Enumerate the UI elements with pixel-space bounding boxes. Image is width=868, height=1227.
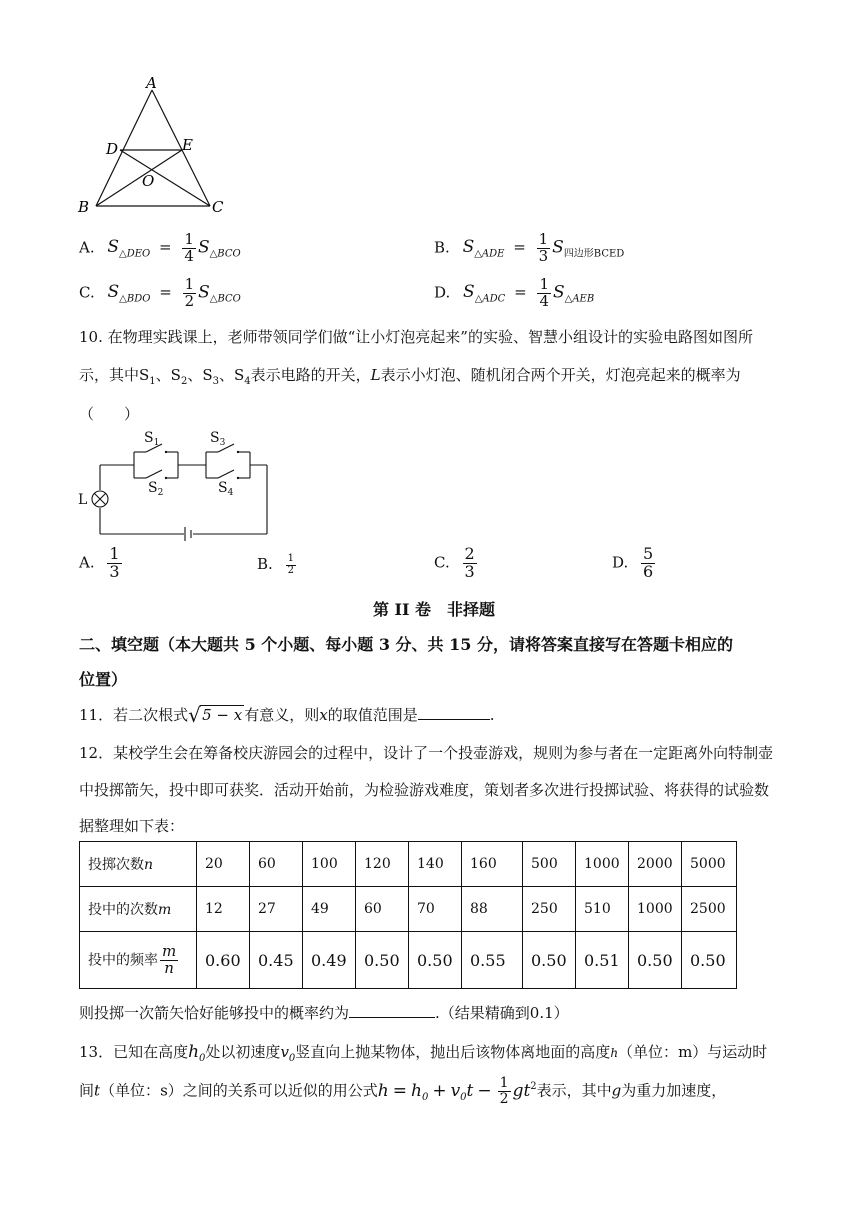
vertex-label-d: D [106,140,119,158]
q12-line-1: 12．某校学生会在筹备校庆游园会的过程中，设计了一个投壶游戏，规则为参与者在一定距离外向特制壶 [79,744,774,762]
vertex-label-c: C [212,198,224,216]
table-cell: 60 [356,887,409,932]
table-cell: 70 [409,887,462,932]
switch-label-s4: $S_4$ [218,480,234,498]
vertex-label-b: B [78,198,90,216]
row-header: 投中的频率 $\frac{m}{n}$ [80,932,197,989]
table-cell: 0.49 [303,932,356,989]
q10-answer-bracket[interactable]: （ ） [79,405,140,423]
table-cell: 27 [250,887,303,932]
table-cell: 2500 [682,887,737,932]
table-cell: 12 [197,887,250,932]
table-cell: 120 [356,842,409,887]
fraction: $\frac{1}{2}$ [499,1075,509,1107]
table-cell: 0.60 [197,932,250,989]
table-cell: 250 [523,887,576,932]
switch-contact-icon [237,451,239,453]
section-heading-line-1: 二、填空题（本大题共 5 个小题、每小题 3 分、共 15 分，请将答案直接写在答题卡相应的 [79,635,733,654]
section-heading-line-2: 位置） [79,670,128,689]
fraction: $\frac{1}{2}$ [287,553,294,576]
q10-line-2: 示，其中$S_1$、$S_2$、$S_3$、$S_4$表示电路的开关，L表示小灯泡、随机闭合两个开关，灯泡亮起来的概率为 [79,366,741,387]
table-cell: 0.50 [682,932,737,989]
row-header: 投掷次数n [80,842,197,887]
table-cell: 88 [462,887,523,932]
fraction: $\frac{1}{4}$ [539,275,549,310]
table-row [80,842,737,887]
table-cell: 100 [303,842,356,887]
fraction: $\frac{2}{3}$ [464,544,475,581]
table-cell: 0.50 [409,932,462,989]
table-cell: 0.51 [576,932,629,989]
table-cell: 0.55 [462,932,523,989]
fraction: $\frac{1}{4}$ [184,230,194,265]
q13-line-1: 13．已知在高度$h_0$处以初速度$v_0$竖直向上抛某物体，抛出后该物体离地面的高度h（单位：m）与运动时 [79,1042,768,1064]
switch-label-s2: $S_2$ [148,480,164,498]
q9-option-a[interactable]: A. $S_{\triangle DEO}$ = $\frac{1}{4}$ $S_{\triangle BCO}$ [79,230,241,265]
table-cell: 0.45 [250,932,303,989]
q12-question: 则投掷一次箭矢恰好能够投中的概率约为 .（结果精确到0.1） [79,1004,569,1022]
q11: 11．若二次根式 √ 5 − x 有意义，则x的取值范围是 . [79,703,495,727]
fraction: $\frac{m}{n}$ [162,941,177,977]
switch-contact-icon [165,477,167,479]
lamp-label: L [78,492,88,508]
q9-option-b[interactable]: B. $S_{\triangle ADE}$ = $\frac{1}{3}$ $S_{四边形BCED}$ [434,230,625,265]
table-cell: 510 [576,887,629,932]
switch-contact-icon [237,477,239,479]
q10-option-d[interactable]: D. $\frac{5}{6}$ [612,544,654,581]
table-cell: 60 [250,842,303,887]
row-header: 投中的次数m [80,887,197,932]
table-cell: 49 [303,887,356,932]
q10-option-c[interactable]: C. $\frac{2}{3}$ [434,544,475,581]
triangle-figure [70,70,240,220]
table-cell: 500 [523,842,576,887]
table-cell: 1000 [629,887,682,932]
table-cell: 160 [462,842,523,887]
q12-line-2: 中投掷箭矢，投中即可获奖．活动开始前，为检验游戏难度，策划者多次进行投掷试验、将获得的试验数 [79,781,770,799]
q10-option-b[interactable]: B. $\frac{1}{2}$ [257,553,294,576]
table-cell: 5000 [682,842,737,887]
table-cell: 1000 [576,842,629,887]
vertex-label-e: E [182,136,193,154]
table-cell: 20 [197,842,250,887]
vertex-label-o: O [142,172,155,190]
vertex-label-a: A [146,74,157,92]
circuit-diagram [76,428,276,544]
switch-contact-icon [165,451,167,453]
table-cell: 2000 [629,842,682,887]
table-cell: 0.50 [356,932,409,989]
q10-option-a[interactable]: A. $\frac{1}{3}$ [79,544,120,581]
q12-line-3: 据整理如下表： [79,817,185,835]
switch-label-s3: $S_3$ [210,430,226,448]
q13-line-2: 间t（单位：s）之间的关系可以近似的用公式$h = h_0 + v_0t$ − $\frac{1}{2}$ $gt^2$表示，其中g为重力加速度， [79,1075,727,1107]
q9-option-c[interactable]: C. $S_{\triangle BDO}$ = $\frac{1}{2}$ $S_{\triangle BCO}$ [79,275,241,310]
table-cell: 140 [409,842,462,887]
table-cell: 0.50 [629,932,682,989]
trial-data-table [79,841,737,989]
table-cell: 0.50 [523,932,576,989]
part-title: 第 II 卷 非择题 [372,600,496,619]
q9-option-d[interactable]: D. $S_{\triangle ADC}$ = $\frac{1}{4}$ $S_{\triangle AEB}$ [434,275,595,310]
table-row [80,887,737,932]
table-row [80,932,737,989]
fraction: $\frac{1}{3}$ [538,230,549,265]
switch-label-s1: $S_1$ [144,430,160,448]
answer-blank[interactable] [418,705,490,720]
fraction: $\frac{1}{2}$ [184,275,195,310]
fraction: $\frac{1}{3}$ [109,544,120,581]
fraction: $\frac{5}{6}$ [643,544,654,581]
answer-blank[interactable] [349,1003,435,1018]
square-root: √ 5 − x [188,703,243,727]
formula: $h = h_0 + v_0t$ − $\frac{1}{2}$ $gt^2$ [377,1075,537,1107]
q10-line-1: 10. 在物理实践课上，老师带领同学们做“让小灯泡亮起来”的实验、智慧小组设计的实验电路图如图所 [79,328,753,346]
